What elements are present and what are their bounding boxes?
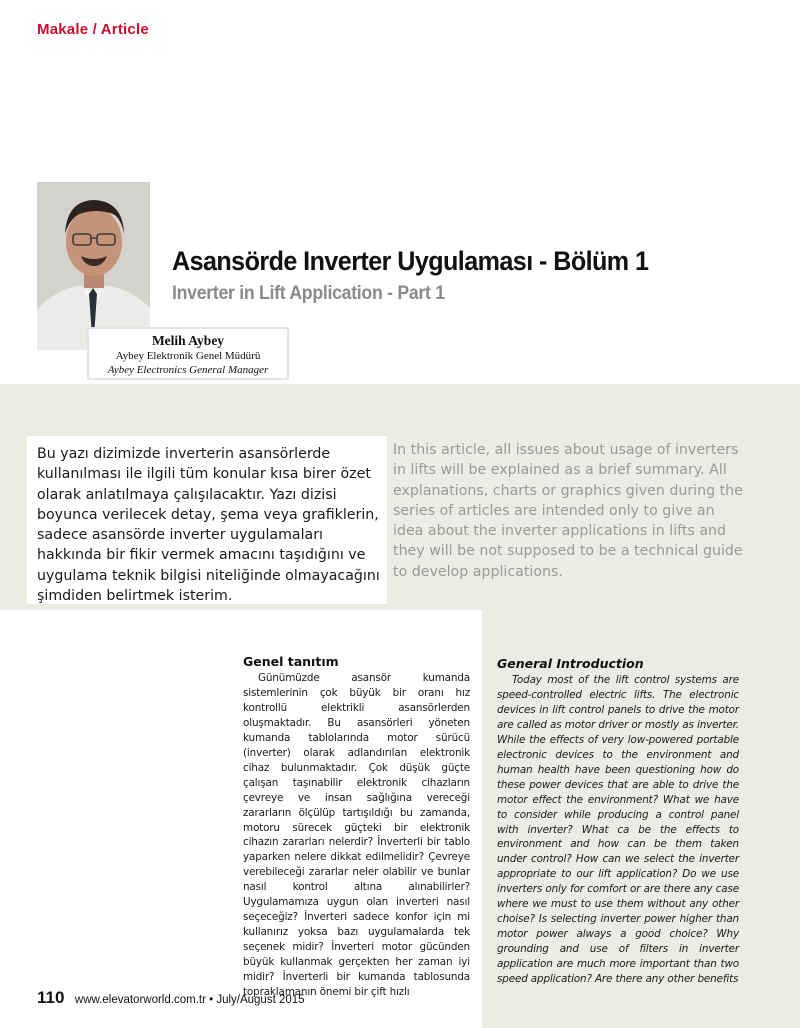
section-heading-tr: Genel tanıtım <box>243 654 339 669</box>
body-text-en: Today most of the lift control systems are speed-controlled electric lifts. The electronic devices in lift control panels to drive the motor are called as motor driver or mostly as inverter. While the effects of very low-powered portable electronic devices to the environment and human health have been questioning how do these power devices that are able to drive the motor effect the environment? What we have to consider while producing a control panel with inverter? What ca be the effects to environment and how can be them taken under control? How can we select the inverter appropriate to our lift application? Do we use inverters only for comfort or are there any case where we must to use them without any other choise? Is selecting inverter power higher than motor power always a good choice? Why grounding and use of filters in inverter application are much more important than two speed application? Are there any other benefits <box>497 674 739 986</box>
author-name: Melih Aybey <box>151 333 225 348</box>
author-role-tr: Aybey Elektronik Genel Müdürü <box>115 350 261 362</box>
author-box <box>87 327 289 380</box>
section-heading-en: General Introduction <box>497 656 644 671</box>
abstract-tr: Bu yazı dizimizde inverterin asansörlerde kullanılması ile ilgili tüm konular kısa birer özet olarak anlatılmaya çalışılacaktır. Yazı dizisi boyunca verilecek detay, şema veya grafiklerin, sadece asansörde inverter uygulamaları hakkında bir fikir vermek amacını taşıdığını ve uygulama teknik bilgisi niteliğinde olmayacağını şimdiden belirtmek isterim. <box>27 436 387 604</box>
article-title-en: Inverter in Lift Application - Part 1 <box>172 283 445 304</box>
article-title-tr: Asansörde Inverter Uygulaması - Bölüm 1 <box>172 246 649 276</box>
abstract-en: In this article, all issues about usage of inverters in lifts will be explained as a brief summary. All explanations, charts or graphics given during the series of articles are intended only to give an idea about the inverter applications in lifts and they will be not supposed to be a technical guide to develop applications. <box>393 442 743 580</box>
page-number: 110 <box>37 988 65 1007</box>
author-role-en: Aybey Electronics General Manager <box>107 364 269 376</box>
body-text-tr: Günümüzde asansör kumanda sistemlerinin çok büyük bir oranı hız kontrollü elektrikli asansörlerden oluşmaktadır. Bu asansörleri yöneten kumanda tablolarında motor sürücü (inverter) olarak adlandırılan elektronik cihaz bulunmaktadır. Çok düşük güçte çalışan taşınabilir elektronik cihazların çevreye ve insan sağlığına vereceği zararların ölçülüp tartışıldığı bu zamanda, motoru sürecek güçteki bir elektronik cihazın zararları nelerdir? İnverterli bir tablo yaparken nelere dikkat edilmelidir? Çevreye verebileceği zararlar neler olabilir ve bunlar nasıl kontrol altına alınabilirler? Uygulamamıza uygun olan inverteri nasıl seçeceğiz? İnverteri sadece konfor için mi kullanırız yoksa bazı uygulamalarda tek seçenek midir? İnverteri motor gücünden büyük kullanmak gerçekten her zaman iyi midir? İnverterli bir kumanda tablosunda topraklamanın önemi bir çift hızlı <box>243 672 470 999</box>
section-tag: Makale / Article <box>37 21 149 38</box>
title-block <box>172 246 684 305</box>
author-photo <box>37 182 150 350</box>
author-portrait-icon <box>37 182 150 350</box>
body-column-en <box>497 656 739 987</box>
page-footer <box>37 988 305 1008</box>
footer-text: www.elevatorworld.com.tr • July/August 2015 <box>74 994 305 1006</box>
body-column-tr <box>243 654 470 1000</box>
